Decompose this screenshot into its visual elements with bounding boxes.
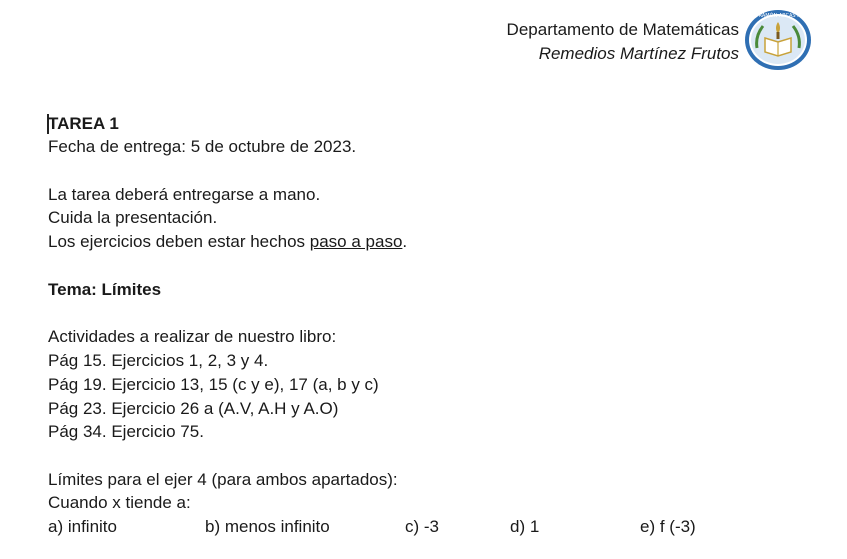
due-date: Fecha de entrega: 5 de octubre de 2023.: [48, 137, 357, 156]
limits-intro: Límites para el ejer 4 (para ambos apartados):: [48, 470, 398, 489]
instruction-line-3: [48, 231, 407, 253]
activity-item: Pág 34. Ejercicio 75.: [48, 422, 204, 441]
limits-when: Cuando x tiende a:: [48, 493, 191, 512]
instruction-underlined: paso a paso: [309, 232, 403, 251]
limit-option-d: d) 1: [510, 517, 540, 536]
activity-item: Pág 19. Ejercicio 13, 15 (c y e), 17 (a, b y c): [48, 375, 379, 394]
limit-option-e: e) f (-3): [640, 517, 696, 536]
document-header: [507, 18, 739, 66]
instruction-line-3-suffix: .: [402, 232, 408, 251]
logo-ring-text: I.E.S. RAMÓN ARCAS MECA: [744, 13, 812, 19]
activities-intro: Actividades a realizar de nuestro libro:: [48, 327, 337, 346]
activity-item: Pág 15. Ejercicios 1, 2, 3 y 4.: [48, 351, 269, 370]
author-name: Remedios Martínez Frutos: [538, 44, 739, 63]
limit-option-a: a) infinito: [48, 517, 117, 536]
instruction-line-3-prefix: Los ejercicios deben estar hechos: [48, 232, 310, 251]
limit-option-b: b) menos infinito: [205, 517, 330, 536]
school-logo-icon: [743, 8, 813, 72]
instruction-line-2: Cuida la presentación.: [48, 208, 218, 227]
assignment-title: TAREA 1: [48, 114, 119, 133]
department-name: Departamento de Matemáticas: [506, 20, 739, 39]
instruction-line-1: La tarea deberá entregarse a mano.: [48, 185, 321, 204]
topic-heading: Tema: Límites: [48, 280, 162, 299]
activity-item: Pág 23. Ejercicio 26 a (A.V, A.H y A.O): [48, 399, 339, 418]
limit-option-c: c) -3: [405, 517, 439, 536]
